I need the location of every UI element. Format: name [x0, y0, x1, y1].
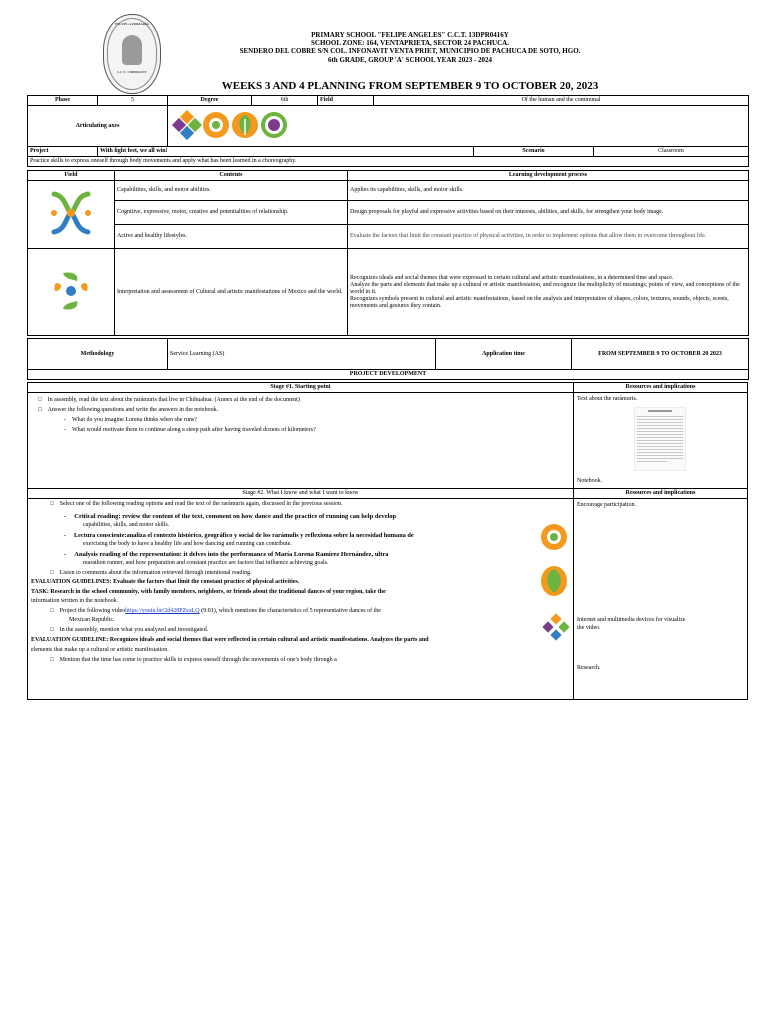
process-item: Analyze the parts and elements that make up a cultural or artistic manifestation, and recognize the multiplicity of meanings, points of view, and conceptions of the world in it.	[350, 281, 740, 295]
resource-text: Internet and multimedia devices for visualize the video.	[577, 617, 686, 631]
list-item: □ Select one of the following reading options and read the text of the rarámuris again, discussed in the previous session.	[50, 501, 343, 507]
list-item: - Critical reading: review the content of the text, comment on how dance and the practice of running can help develop	[64, 513, 397, 520]
field-body-icon	[46, 186, 96, 240]
degree-value: 6th	[252, 96, 318, 106]
grade-year: 6th GRADE, GROUP 'A' SCHOOL YEAR 2023 - 2024	[327, 56, 493, 64]
content-item: Interpretation and assessment of Cultural and artistic manifestations of Mexico and the world.	[115, 249, 348, 336]
axis-leaf-icon	[540, 565, 568, 597]
process-item: Applies its capabilities, skills, and motor skills.	[348, 181, 749, 201]
field-icon-cell	[28, 181, 115, 249]
stage-2-title: Stage #2. What I know and what I want to know	[28, 489, 573, 499]
field-icon-cell	[28, 249, 115, 336]
methodology-label: Methodology	[28, 339, 168, 370]
list-item: □ Listen to comments about the information retrieved through intentional reading.	[50, 570, 252, 576]
project-label: Project	[28, 147, 98, 157]
list-item-cont: exercising the body to have a healthy life and how dancing and running can contribute.	[83, 541, 292, 547]
methodology-value: Service Learning (AS)	[168, 339, 436, 370]
resource-text: Research.	[577, 665, 601, 671]
content-item: Capabilities, skills, and motor abilities.	[115, 181, 348, 201]
school-seal: ESCUELA PRIMARIA C.C.T. 13DPR0416Y	[103, 14, 161, 94]
axes-icons	[168, 106, 749, 147]
task-cont: information written in the notebook.	[31, 598, 119, 604]
list-item: □ Answer the following questions and write the answers in the notebook.	[38, 407, 219, 413]
process-col-header: Learning development process	[348, 171, 749, 181]
list-item: □ In assembly, read the text about the rarámuris that live in Chihuahua. (Annex at the end of the document)	[38, 397, 300, 403]
list-item: - What do you imagine Lorena thinks when she runs?	[64, 417, 197, 423]
task: TASK: Research in the school community, with family members, neighbors, or friends about the traditional dances of your region, take the	[31, 589, 386, 595]
video-link[interactable]: https://youtu.be/2d428PZeaLQ	[125, 608, 200, 614]
methodology-table	[27, 338, 749, 380]
process-item: Design proposals for playful and expressive activities based on their interests, abilities, and skills, for strengthen your body image.	[348, 201, 749, 225]
resource-text: Encourage participation.	[577, 502, 636, 508]
document-header	[0, 0, 768, 95]
evaluation-guideline: EVALUATION GUIDELINE: Recognizes ideals and social themes that were reflected in certain cultural and artistic manifestations. Analyzes the parts and	[31, 637, 429, 643]
stage-2	[27, 488, 748, 700]
axis-target-icon	[540, 523, 568, 551]
field-label: Field	[318, 96, 374, 106]
list-item: - What would motivate them to continue along a steep path after having traveled dozens of kilometers?	[64, 427, 316, 433]
content-item: Active and healthy lifestyles.	[115, 225, 348, 249]
articulating-axes-icons	[172, 108, 292, 142]
field-col-header: Field	[28, 171, 115, 181]
resource-text: Text about the rarámuris.	[577, 396, 638, 402]
purpose: Practice skills to express oneself through body movements and apply what has been learned in a choreography.	[28, 157, 749, 167]
axes-label: Articulating axes	[28, 106, 168, 147]
project-development-title: PROJECT DEVELOPMENT	[28, 370, 749, 380]
process-item: Evaluate the factors that limit the constant practice of physical activities, in order to implement options that allow them to overcome throughout life.	[348, 225, 749, 249]
planning-table	[27, 95, 749, 167]
school-zone: SCHOOL ZONE: 164, VENTAPRIETA, SECTOR 24 PACHUCA.	[311, 39, 509, 47]
evaluation-guideline-cont: elements that make up a cultural or artistic manifestation.	[31, 647, 169, 653]
resource-notebook: Notebook.	[577, 478, 603, 484]
field-culture-icon	[51, 269, 91, 313]
stage-2-resources-title: Resources and implications	[574, 489, 747, 499]
phase-value: 5	[98, 96, 168, 106]
field-value: Of the human and the communal	[374, 96, 749, 106]
content-item: Cognitive, expressive, motor, creative and potentialities of relationship.	[115, 201, 348, 225]
axis-diamond-icon	[542, 613, 570, 641]
evaluation-guidelines: EVALUATION GUIDELINES: Evaluate the factors that limit the constant practice of physical activities.	[31, 579, 300, 585]
process-item: Recognizes ideals and social themes that were expressed in certain cultural and artistic manifestations, in a determined time and space.	[350, 274, 674, 281]
list-item-cont: capabilities, skills, and motor skills.	[83, 522, 170, 528]
degree-label: Degree	[168, 96, 252, 106]
list-item: □ Project the following videohttps://youtu.be/2d428PZeaLQ (9:01), which mentions the characteristics of 5 representative dances of the	[50, 608, 381, 614]
list-item: - Lectura consciente:analiza el contexto histórico, geográfico y social de los rarámulis y reflexiona sobre la necesidad humana de	[64, 532, 414, 539]
list-item-cont: Mexican Republic.	[69, 617, 115, 623]
contents-table	[27, 170, 749, 336]
school-name: PRIMARY SCHOOL "FELIPE ANGELES" C.C.T. 13DPR0416Y	[311, 31, 509, 39]
list-item: □ In the assembly, mention what you analyzed and investigated.	[50, 627, 209, 633]
application-time-value: FROM SEPTEMBER 9 TO OCTOBER 20 2023	[572, 339, 749, 370]
process-list	[348, 249, 749, 336]
project-value: With light feet, we all win!	[98, 147, 474, 157]
contents-col-header: Contents	[115, 171, 348, 181]
list-item-cont: marathon runner, and how preparation and constant practice are factors that influence achieving goals.	[83, 560, 329, 566]
phase-label: Phase	[28, 96, 98, 106]
document-thumbnail-icon	[634, 407, 686, 471]
stage-1-title: Stage #1. Starting point	[28, 383, 573, 393]
page-title: WEEKS 3 AND 4 PLANNING FROM SEPTEMBER 9 TO OCTOBER 20, 2023	[221, 80, 599, 92]
scenario-value: Classroom	[594, 147, 749, 157]
list-item: □ Mention that the time has come to practice skills to express oneself through the movements of one's body through a	[50, 657, 337, 663]
stage-1	[27, 382, 748, 489]
stage-1-resources-title: Resources and implications	[574, 383, 747, 393]
list-item: - Analysis reading of the representation: it delves into the performance of María Lorena Ramírez Hernández, ultra	[64, 551, 389, 558]
school-address: SENDERO DEL COBRE S/N COL. INFONAVIT VENTA PRIET, MUNICIPIO DE PACHUCA DE SOTO, HGO.	[239, 47, 581, 55]
process-item: Recognizes symbols present in cultural and artistic manifestations, based on the analysis and interpretation of shapes, colors, textures, sounds, objects, scents, movements and gestures they contain.	[350, 295, 729, 309]
scenario-label: Scenario	[474, 147, 594, 157]
application-time-label: Application time	[436, 339, 572, 370]
